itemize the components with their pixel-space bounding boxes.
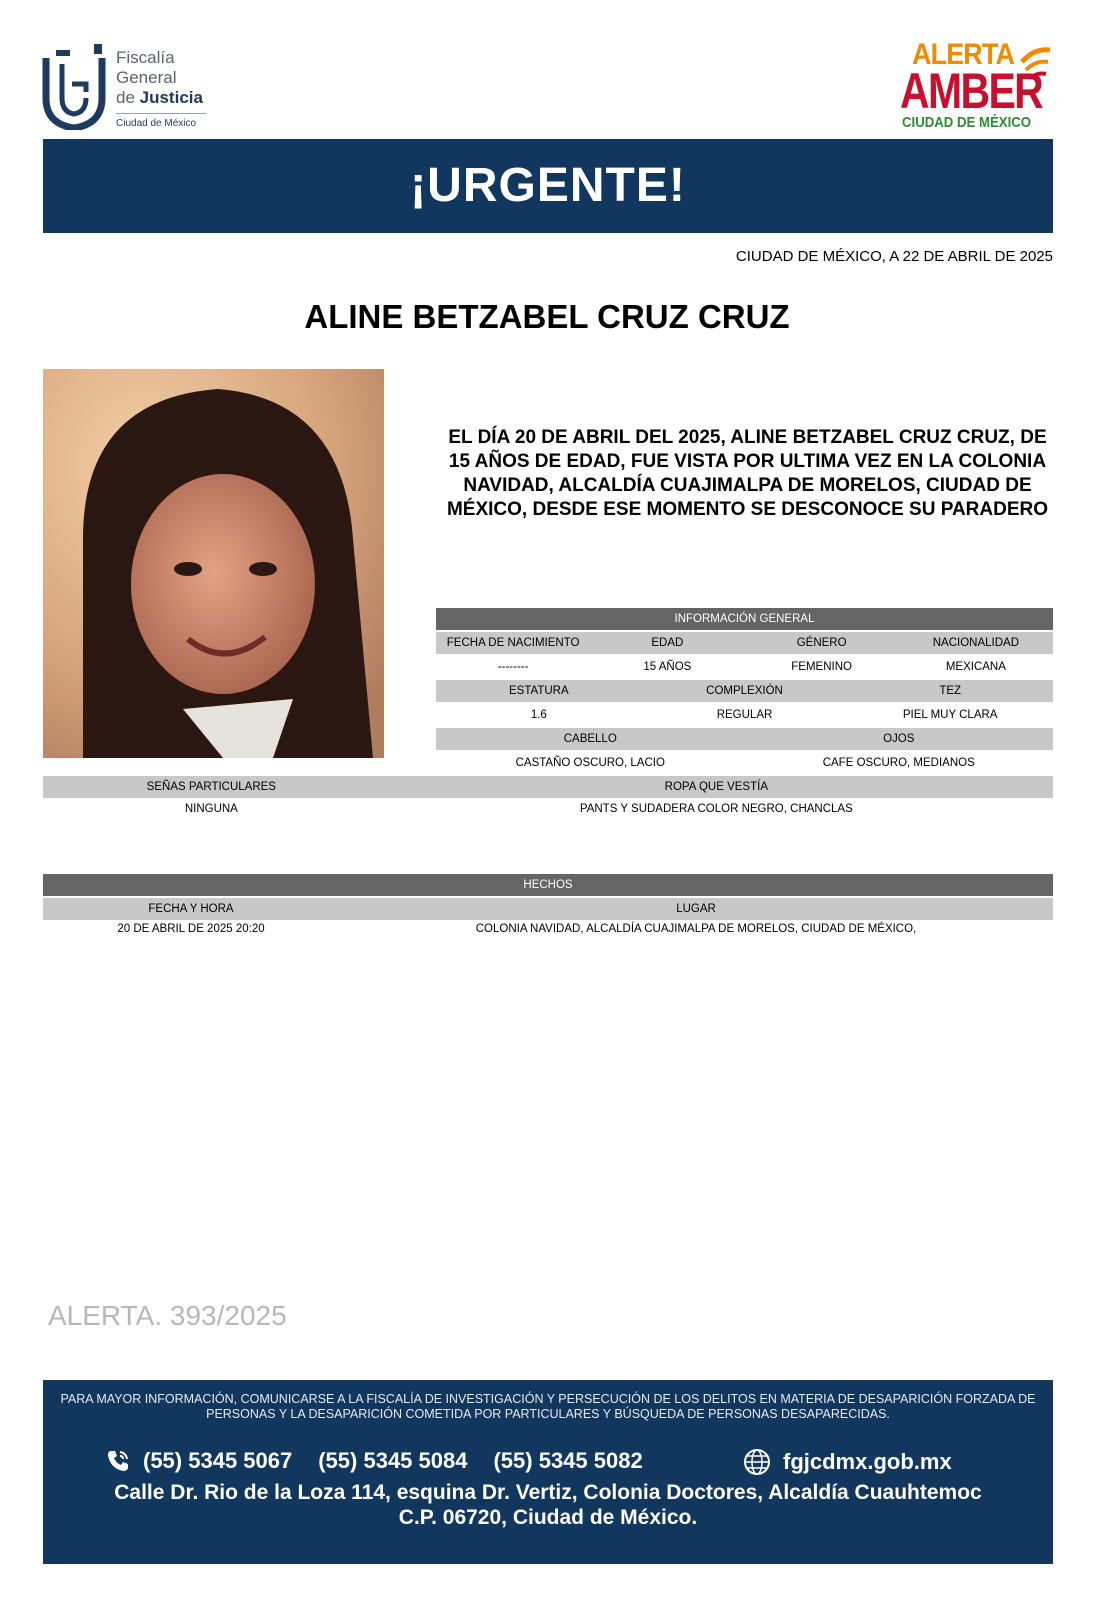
value-clothing: PANTS Y SUDADERA COLOR NEGRO, CHANCLAS xyxy=(579,803,853,815)
amber-signal-icon xyxy=(1018,40,1056,90)
header-distinguishing-marks: SEÑAS PARTICULARES xyxy=(146,781,276,793)
hechos-title-row xyxy=(43,874,1053,896)
narrative-text: EL DÍA 20 DE ABRIL DEL 2025, ALINE BETZABEL CRUZ CRUZ, DE 15 AÑOS DE EDAD, FUE VISTA POR ULTIMA VEZ EN LA COLONIA NAVIDAD, ALCALDÍA CUAJIMALPA DE MORELOS, CIUDAD DE MÉXICO, DESDE ESE MOMENTO SE DESCONOCE SU PARADERO xyxy=(446,427,1049,520)
amber-logo-bottom: CIUDAD DE MÉXICO xyxy=(902,114,1032,131)
phone-list xyxy=(105,1448,669,1474)
value-datetime: 20 DE ABRIL DE 2025 20:20 xyxy=(117,923,265,935)
header-complexion: TEZ xyxy=(939,685,962,697)
fgj-line1: Fiscalía xyxy=(116,48,175,67)
info-row3-values xyxy=(436,752,1053,774)
hechos-title: HECHOS xyxy=(523,879,573,891)
header-hair: CABELLO xyxy=(563,733,617,745)
header-clothing: ROPA QUE VESTÍA xyxy=(664,781,768,793)
value-eyes: CAFE OSCURO, MEDIANOS xyxy=(822,757,975,769)
fgj-divider xyxy=(116,113,206,114)
amber-logo-top: ALERTA xyxy=(912,38,1015,71)
header-gender: GÉNERO xyxy=(796,637,847,649)
header-age: EDAD xyxy=(651,637,684,649)
person-name: ALINE BETZABEL CRUZ CRUZ xyxy=(304,298,790,335)
value-place: COLONIA NAVIDAD, ALCALDÍA CUAJIMALPA DE MORELOS, CIUDAD DE MÉXICO, xyxy=(475,923,917,935)
fgj-logo-icon xyxy=(42,40,108,130)
fgj-wordmark xyxy=(116,48,203,108)
alert-number: ALERTA. 393/2025 xyxy=(48,1300,287,1331)
info-title: INFORMACIÓN GENERAL xyxy=(674,613,815,625)
info-row4-values xyxy=(43,800,1053,818)
website xyxy=(743,1448,952,1476)
phone-number-3[interactable]: (55) 5345 5082 xyxy=(493,1448,643,1473)
value-complexion: PIEL MUY CLARA xyxy=(902,709,998,721)
value-height: 1.6 xyxy=(530,709,547,721)
footer-note: PARA MAYOR INFORMACIÓN, COMUNICARSE A LA FISCALÍA DE INVESTIGACIÓN Y PERSECUCIÓN DE LOS DELITOS EN MATERIA DE DESAPARICIÓN FORZADA DE PERSONAS Y LA DESAPARICIÓN COMETIDA POR PARTICULARES Y BÚSQUEDA DE PERSONAS DESAPARECIDAS. xyxy=(60,1392,1036,1421)
amber-logo-mid: AMBER xyxy=(900,63,1043,119)
value-gender: FEMENINO xyxy=(791,661,852,673)
phone-icon xyxy=(105,1448,131,1474)
value-build: REGULAR xyxy=(716,709,773,721)
fgj-line2: General xyxy=(116,68,177,87)
contact-footer xyxy=(43,1380,1053,1564)
value-birthdate: -------- xyxy=(497,661,529,673)
value-age: 15 AÑOS xyxy=(643,661,692,673)
info-row2-values xyxy=(436,704,1053,726)
phone-number-1[interactable]: (55) 5345 5067 xyxy=(143,1448,293,1473)
header-place: LUGAR xyxy=(676,903,716,915)
globe-icon xyxy=(743,1448,771,1476)
person-photo xyxy=(43,369,384,758)
header-birthdate: FECHA DE NACIMIENTO xyxy=(446,637,580,649)
value-hair: CASTAÑO OSCURO, LACIO xyxy=(515,757,665,769)
address-line1: Calle Dr. Rio de la Loza 114, esquina Dr. Vertiz, Colonia Doctores, Alcaldía Cuauhtemoc xyxy=(114,1481,982,1504)
header-height: ESTATURA xyxy=(509,685,569,697)
phone-number-2[interactable]: (55) 5345 5084 xyxy=(318,1448,468,1473)
fgj-city: Ciudad de México xyxy=(116,118,197,129)
fgj-line3: de Justicia xyxy=(116,88,203,107)
info-title-row xyxy=(436,608,1053,630)
hechos-values xyxy=(43,920,1053,938)
info-row4-headers xyxy=(43,776,1053,798)
urgent-banner: ¡URGENTE! xyxy=(43,139,1053,233)
value-distinguishing-marks: NINGUNA xyxy=(184,803,238,815)
header-datetime: FECHA Y HORA xyxy=(148,903,234,915)
header-build: COMPLEXIÓN xyxy=(706,685,783,697)
info-row1-values xyxy=(436,656,1053,678)
hechos-headers xyxy=(43,898,1053,920)
address xyxy=(43,1480,1053,1530)
header-eyes: OJOS xyxy=(883,733,915,745)
value-nationality: MEXICANA xyxy=(945,661,1006,673)
info-row3-headers xyxy=(436,728,1053,750)
address-line2: C.P. 06720, Ciudad de México. xyxy=(398,1506,698,1529)
header-nationality: NACIONALIDAD xyxy=(932,637,1020,649)
info-row1-headers xyxy=(436,632,1053,654)
info-row2-headers xyxy=(436,680,1053,702)
website-link[interactable]: fgjcdmx.gob.mx xyxy=(783,1449,952,1474)
dateline: CIUDAD DE MÉXICO, A 22 DE ABRIL DE 2025 xyxy=(735,248,1053,265)
